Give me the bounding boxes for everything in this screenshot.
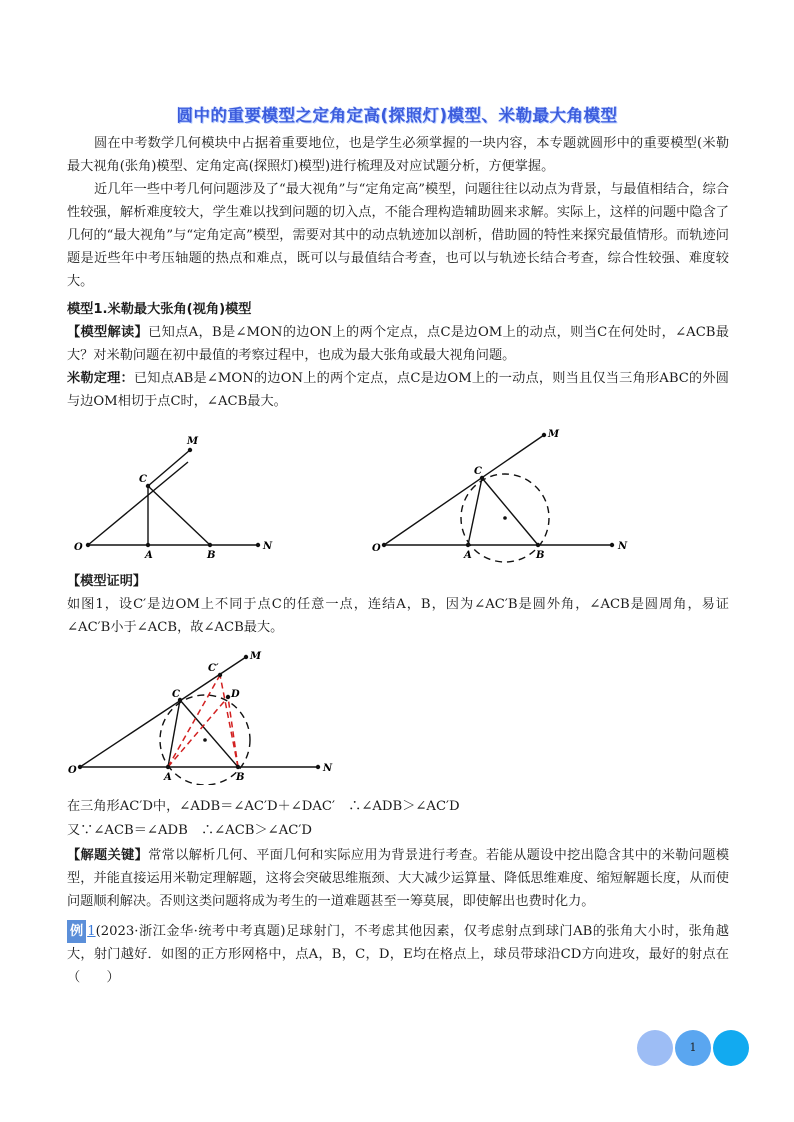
label-b: B bbox=[207, 550, 216, 560]
figure-2-circle bbox=[372, 425, 642, 565]
label-a: A bbox=[145, 550, 153, 560]
label-a: A bbox=[464, 550, 472, 561]
label-n: N bbox=[263, 541, 273, 552]
equation-line-1: 在三角形AC′D中，∠ADB＝∠AC′D＋∠DAC′ ∴∠ADB＞∠AC′D bbox=[67, 799, 460, 814]
key-text: 常常以解析几何、平面几何和实际应用为背景进行考查。若能从题设中挖出隐含其中的米勒问题模型，并能直接运用米勒定理解题，这将会突破思维瓶颈、大大减少运算量、降低思维难度、缩短解题长度，从而使问题顺利解决。否则这类问题将成为考生的一道难题甚至一筹莫展，即使解出也费时化力。 bbox=[67, 848, 730, 909]
footer-bubble-left bbox=[637, 1030, 673, 1066]
proof-text: 如图1，设C′是边OM上不同于点C的任意一点，连结A，B，因为∠AC′B是圆外角，∠ACB是圆周角，易证∠AC′B小于∠ACB，故∠ACB最大。 bbox=[67, 597, 729, 635]
page-footer bbox=[637, 1030, 751, 1066]
model1-heading: 模型1.米勒最大张角(视角)模型 bbox=[67, 302, 252, 317]
key-label: 【解题关键】 bbox=[67, 848, 149, 863]
example-text: (2023·浙江金华·统考中考真题)足球射门，不考虑其他因素，仅考虑射点到球门AB的张角大小时，张角越大，射门越好．如图的正方形网格中，点A，B，C，D，E均在格点上，球员带球沿CD方向进攻，最好的射点在（ ） bbox=[67, 924, 729, 985]
label-c: C bbox=[172, 689, 180, 700]
segment-ca bbox=[468, 478, 482, 545]
label-o: O bbox=[74, 542, 83, 553]
proof-equations bbox=[67, 795, 729, 843]
example-paragraph bbox=[67, 920, 729, 989]
ray-om bbox=[384, 435, 544, 545]
proof-section bbox=[67, 570, 729, 639]
label-n: N bbox=[323, 763, 333, 774]
key-section bbox=[67, 844, 729, 913]
miller-theorem bbox=[67, 367, 729, 413]
interpret-text: 已知点A，B是∠MON的边ON上的两个定点，点C是边OM上的动点，则当C在何处时，∠ACB最大？对米勒问题在初中最值的考察过程中，也成为最大张角或最大视角问题。 bbox=[67, 325, 729, 363]
label-m: M bbox=[548, 429, 560, 440]
example-tag: 例 bbox=[67, 920, 86, 943]
proof-label: 【模型证明】 bbox=[67, 574, 147, 589]
label-o: O bbox=[372, 543, 381, 554]
figure-1-angle bbox=[68, 430, 288, 560]
interpret-label: 【模型解读】 bbox=[67, 325, 149, 340]
theorem-text: 已知点AB是∠MON的边ON上的两个定点，点C是边OM上的一动点，则当且仅当三角形ABC的外圆与边OM相切于点C时，∠ACB最大。 bbox=[67, 371, 729, 409]
model-interpretation bbox=[67, 321, 729, 367]
figure-3-proof bbox=[68, 645, 348, 785]
example-number[interactable]: 1 bbox=[87, 924, 96, 939]
page-number: 1 bbox=[689, 1041, 697, 1054]
example-section bbox=[67, 920, 729, 989]
equation-line-2: 又∵∠ACB＝∠ADB ∴∠ACB＞∠AC′D bbox=[67, 823, 312, 838]
label-b: B bbox=[236, 772, 245, 783]
theorem-label: 米勒定理： bbox=[67, 371, 134, 386]
red-dashed-ad bbox=[168, 697, 228, 767]
label-m: M bbox=[250, 651, 262, 662]
ray-om bbox=[88, 462, 188, 545]
label-o: O bbox=[68, 765, 77, 776]
ray-om-ext bbox=[148, 450, 190, 486]
label-d: D bbox=[231, 689, 240, 700]
segment-cb bbox=[148, 486, 210, 545]
label-c: C bbox=[474, 466, 482, 477]
label-c-prime: C′ bbox=[208, 663, 219, 674]
key-paragraph bbox=[67, 844, 729, 913]
intro-section bbox=[67, 132, 729, 293]
footer-bubble-right bbox=[713, 1030, 749, 1066]
label-c: C bbox=[139, 474, 147, 485]
intro-paragraph-2: 近几年一些中考几何问题涉及了“最大视角”与“定角定高”模型，问题往往以动点为背景，与最值相结合，综合性较强，解析难度较大，学生难以找到问题的切入点，不能合理构造辅助圆来求解。实际上，这样的问题中隐含了几何的“最大视角”与“定角定高”模型，需要对其中的动点轨迹加以剖析，借助圆的特性来探究最值情形。而轨迹问题是近些年中考压轴题的热点和难点，既可以与最值结合考查，也可以与轨迹长结合考查，综合性较强、难度较大。 bbox=[67, 182, 729, 289]
intro-paragraph-1: 圆在中考数学几何模块中占据着重要地位，也是学生必须掌握的一块内容，本专题就圆形中的重要模型(米勒最大视角(张角)模型、定角定高(探照灯)模型)进行梳理及对应试题分析，方便掌握。 bbox=[67, 136, 729, 174]
segment-cb bbox=[180, 700, 238, 767]
label-n: N bbox=[618, 541, 628, 552]
label-m: M bbox=[187, 436, 199, 447]
label-a: A bbox=[164, 772, 172, 783]
segment-cb bbox=[482, 478, 538, 545]
model1-section bbox=[67, 298, 729, 413]
label-b: B bbox=[536, 550, 545, 561]
page-title: 圆中的重要模型之定角定高(探照灯)模型、米勒最大角模型 bbox=[176, 106, 618, 125]
